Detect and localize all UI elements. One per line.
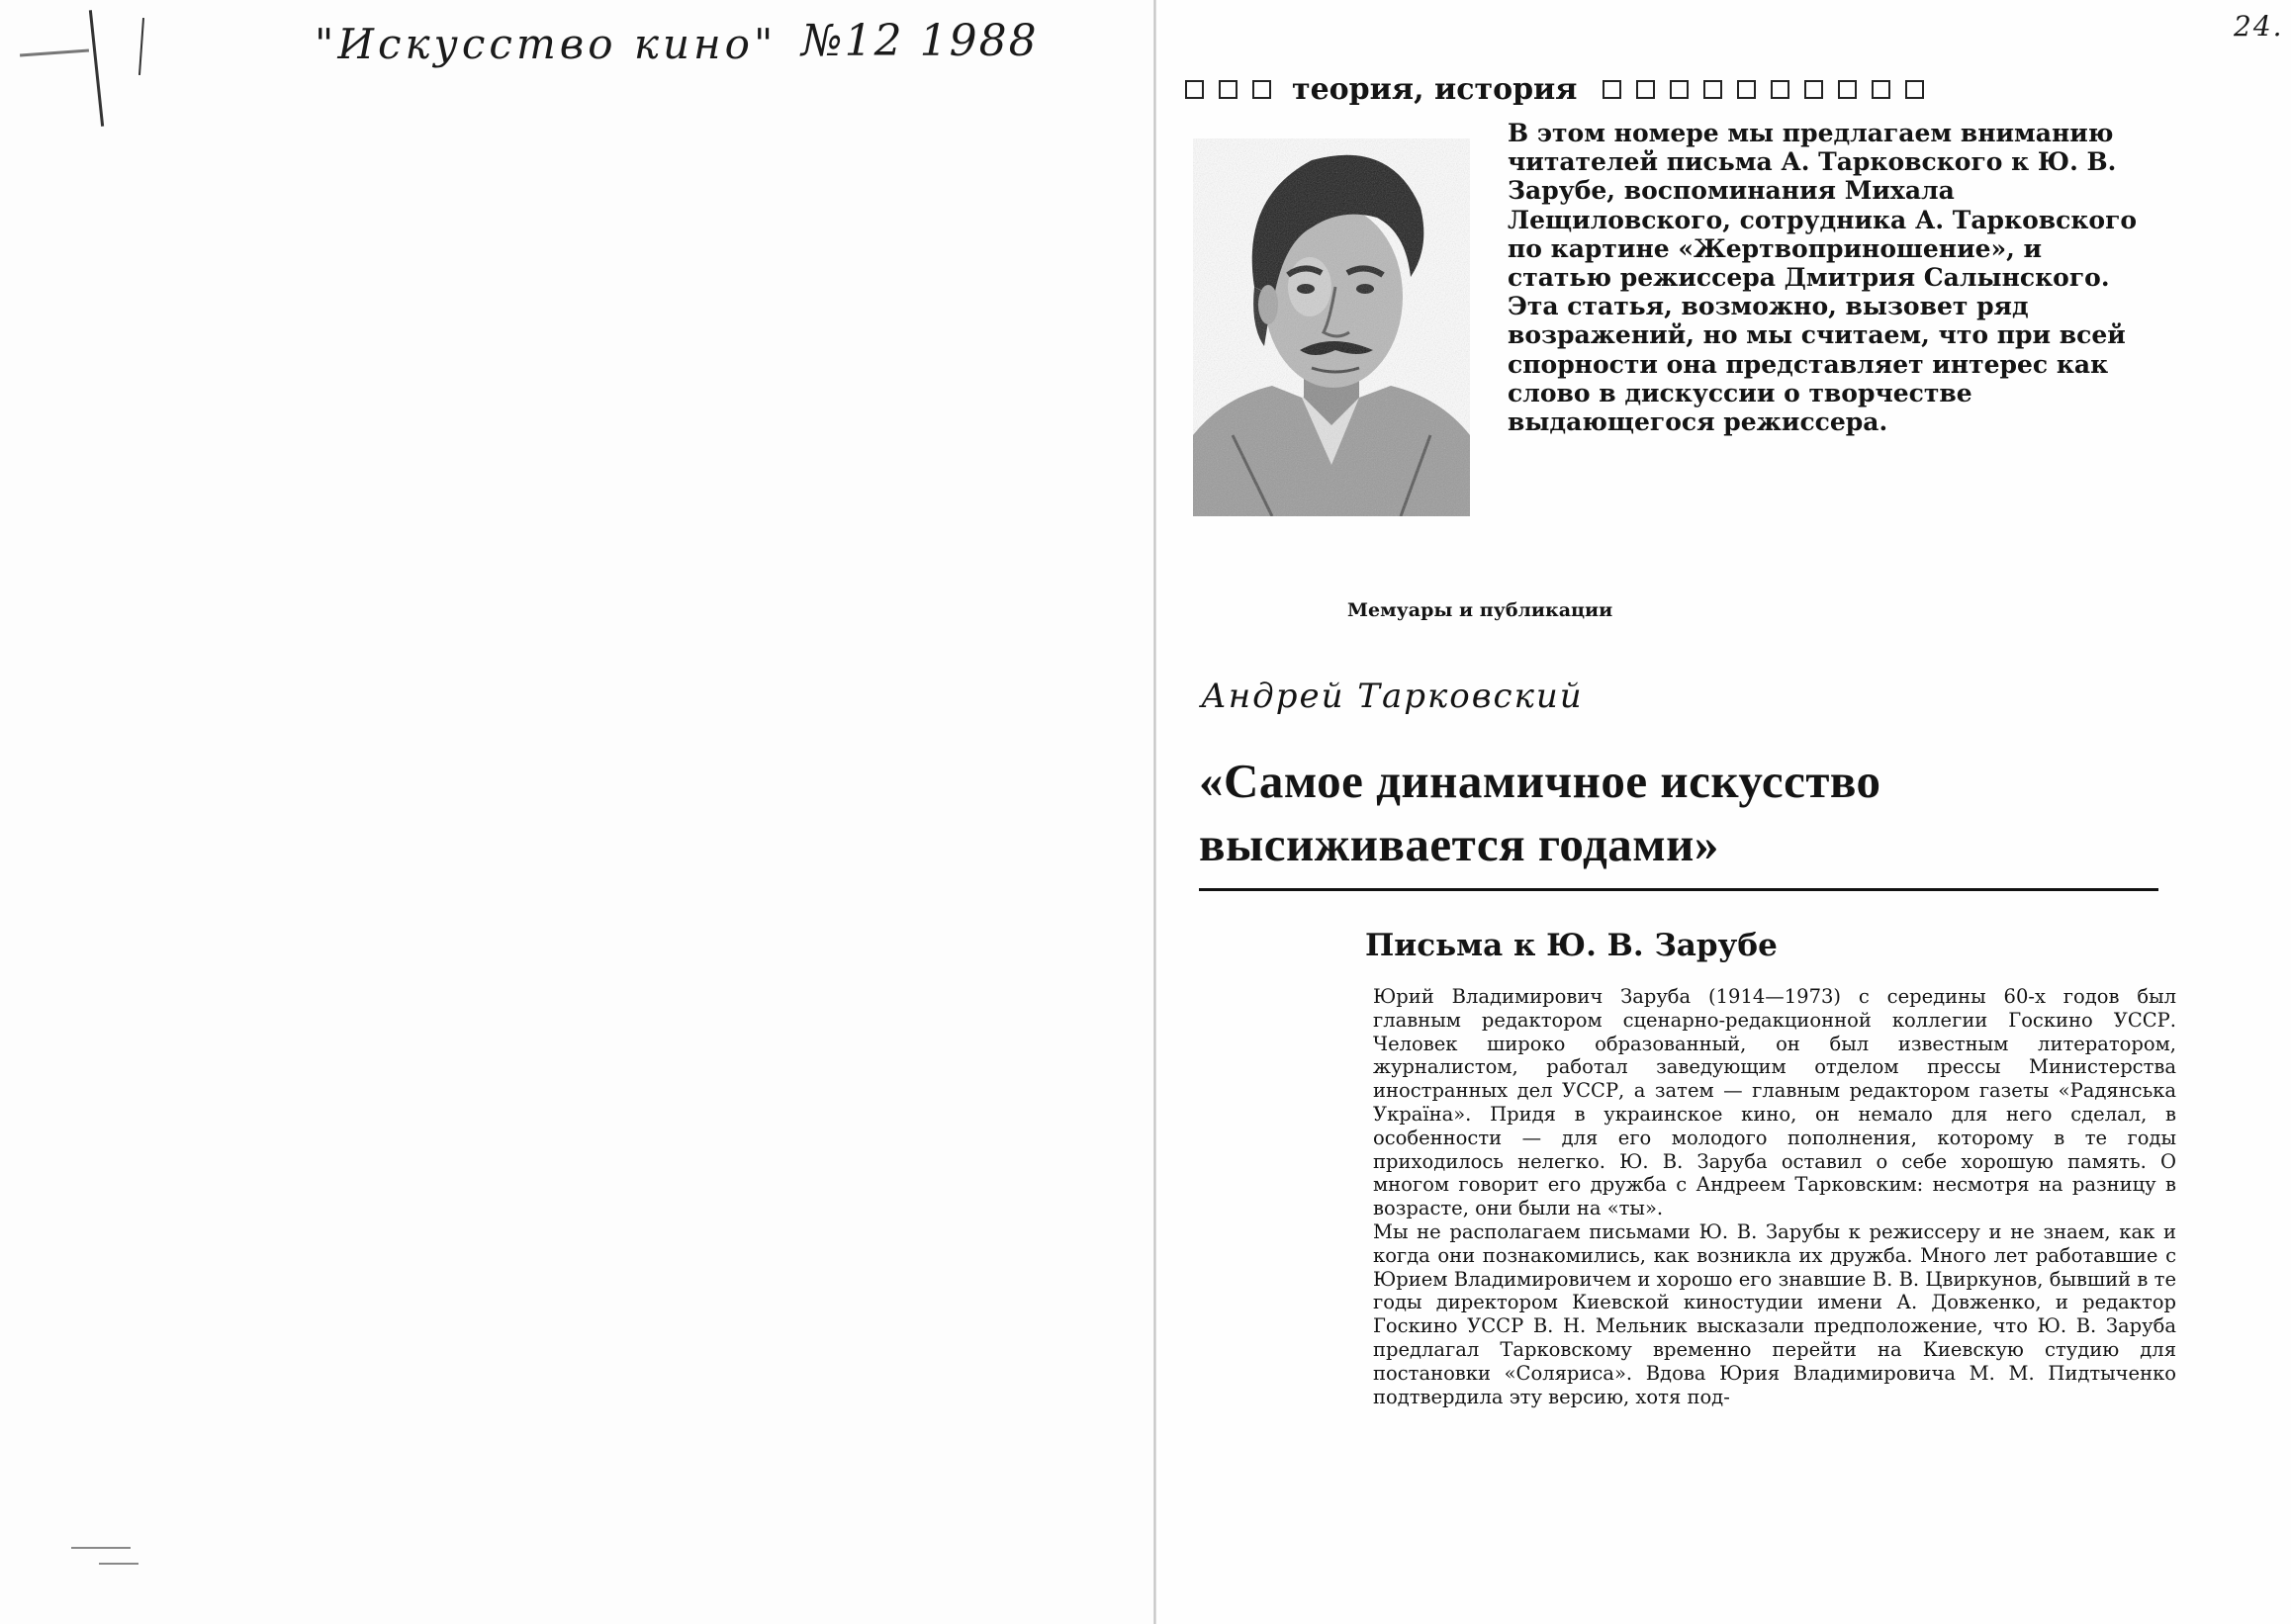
margin-mark — [89, 10, 104, 127]
handwritten-magazine-name: "Искусство кино" — [315, 20, 778, 68]
decor-box — [1636, 80, 1655, 99]
author-name: Андрей Тарковский — [1201, 677, 1584, 716]
margin-mark — [99, 1563, 138, 1565]
handwritten-page-number: 24. — [2234, 10, 2284, 43]
decor-box — [1737, 80, 1756, 99]
intro-text: В этом номере мы предлагаем вниманию читателей письма А. Тарковского к Ю. В. Зарубе, воспоминания Михала Лещиловского, сотрудника А. Тарковского по картине «Жертвоприношение», и статью режиссера Дмитрия Салынского. Эта статья, возможно, вызовет ряд возражений, но мы считаем, что при всей спорности она представляет интерес как слово в дискуссии о творчестве выдающегося режиссера. — [1508, 119, 2138, 437]
section-title: теория, история — [1292, 71, 1578, 107]
decor-box — [1771, 80, 1789, 99]
decor-box — [1838, 80, 1857, 99]
decor-box — [1185, 80, 1204, 99]
margin-mark — [71, 1547, 131, 1549]
body-paragraph: Юрий Владимирович Заруба (1914—1973) с середины 60-х годов был главным редактором сценарно-редакционной коллегии Госкино УССР. Человек широко образованный, он был известным литератором, журналистом, работал заведующим отделом прессы Министерства иностранных дел УССР, а затем — главным редактором газеты «Радянська Україна». Придя в украинское кино, он немало для него сделал, в особенности — для его молодого пополнения, которому в те годы приходилось нелегко. Ю. В. Заруба оставил о себе хорошую память. О многом говорит его дружба с Андреем Тарковским: несмотря на разницу в возрасте, они были на «ты». — [1373, 985, 2176, 1220]
rubric-label: Мемуары и публикации — [1347, 599, 1613, 621]
body-paragraph: Мы не располагаем письмами Ю. В. Зарубы к режиссеру и не знаем, как и когда они познакомились, как возникла их дружба. Много лет работавшие с Юрием Владимировичем и хорошо его знавшие В. В. Цвиркунов, бывший в те годы директором Киевской киностудии имени А. Довженко, и редактор Госкино УССР В. Н. Мельник высказали предположение, что Ю. В. Заруба предлагал Тарковскому временно перейти на Киевскую студию для постановки «Соляриса». Вдова Юрия Владимировича М. М. Пидтыченко подтвердила эту версию, хотя под- — [1373, 1219, 2176, 1408]
title-divider — [1199, 888, 2158, 891]
decor-box — [1219, 80, 1237, 99]
article-title-line: «Самое динамичное искусство — [1199, 754, 1881, 808]
portrait-photo — [1193, 138, 1470, 516]
article-title-line: высиживается годами» — [1199, 817, 1719, 871]
margin-mark — [138, 18, 144, 75]
article-body — [1373, 985, 2176, 1408]
decor-box — [1670, 80, 1689, 99]
decor-box — [1703, 80, 1722, 99]
decor-box — [1905, 80, 1924, 99]
handwritten-issue: №12 1988 — [801, 16, 1039, 66]
decor-box — [1872, 80, 1890, 99]
margin-mark — [20, 49, 89, 57]
decor-box — [1804, 80, 1823, 99]
article-subtitle: Письма к Ю. В. Зарубе — [1365, 928, 1778, 963]
section-header — [1185, 67, 2174, 111]
decor-box — [1252, 80, 1271, 99]
article-title — [1199, 750, 2188, 876]
decor-box — [1603, 80, 1621, 99]
page-fold — [1153, 0, 1156, 1624]
